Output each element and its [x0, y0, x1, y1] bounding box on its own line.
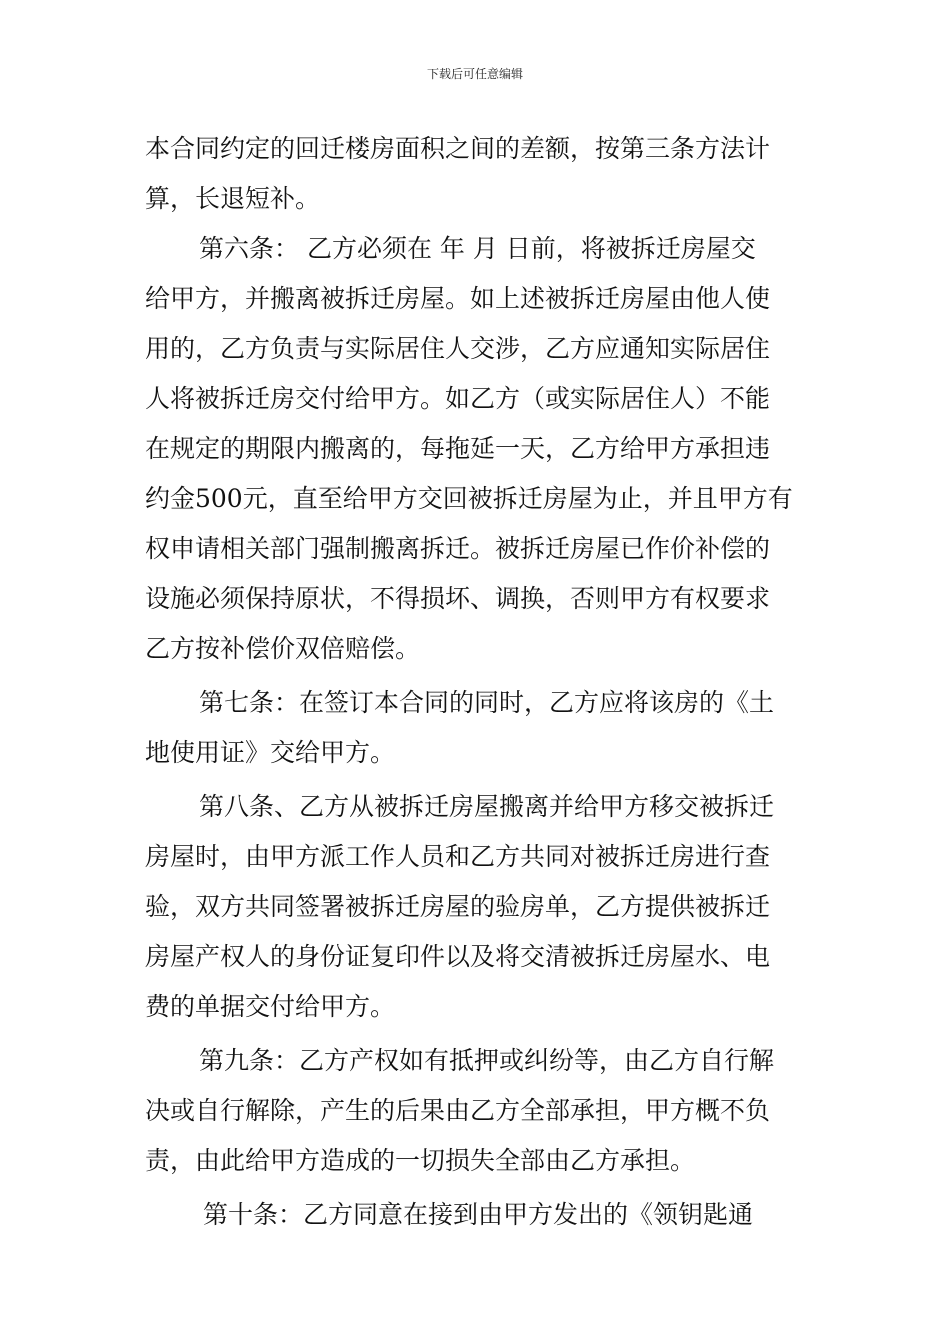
paragraph-article-9	[145, 1036, 811, 1186]
paragraph-area-difference	[145, 124, 811, 224]
paragraph-article-10	[145, 1190, 811, 1240]
text-line: 算，长退短补。	[145, 184, 321, 213]
text-line: 给甲方，并搬离被拆迁房屋。如上述被拆迁房屋由他人使	[145, 284, 771, 313]
text-line: 责，由此给甲方造成的一切损失全部由乙方承担。	[145, 1146, 696, 1175]
text-line: 验，双方共同签署被拆迁房屋的验房单，乙方提供被拆迁	[145, 892, 771, 921]
text-line: 地使用证》交给甲方。	[145, 738, 396, 767]
text-line: 第十条：乙方同意在接到由甲方发出的《领钥匙通	[203, 1200, 754, 1229]
text-line: 第六条： 乙方必须在 年 月 日前，将被拆迁房屋交	[199, 234, 756, 263]
paragraph-article-7	[145, 678, 811, 778]
paragraph-article-6	[145, 224, 811, 674]
text-line: 人将被拆迁房交付给甲方。如乙方（或实际居住人）不能	[145, 384, 771, 413]
paragraph-article-8	[145, 782, 811, 1032]
text-line: 费的单据交付给甲方。	[145, 992, 396, 1021]
text-line: 房屋时，由甲方派工作人员和乙方共同对被拆迁房进行查	[145, 842, 771, 871]
text-line: 房屋产权人的身份证复印件以及将交清被拆迁房屋水、电	[145, 942, 771, 971]
text-line: 第七条：在签订本合同的同时，乙方应将该房的《土	[199, 688, 775, 717]
text-line: 权申请相关部门强制搬离拆迁。被拆迁房屋已作价补偿的	[145, 534, 771, 563]
text-line: 决或自行解除，产生的后果由乙方全部承担，甲方概不负	[145, 1096, 771, 1125]
document-body	[145, 124, 811, 1240]
text-line: 乙方按补偿价双倍赔偿。	[145, 634, 421, 663]
text-line: 在规定的期限内搬离的，每拖延一天，乙方给甲方承担违	[145, 434, 771, 463]
text-line: 第九条：乙方产权如有抵押或纠纷等，由乙方自行解	[199, 1046, 775, 1075]
page-header: 下载后可任意编辑	[426, 67, 523, 81]
text-line: 本合同约定的回迁楼房面积之间的差额，按第三条方法计	[145, 134, 771, 163]
text-line: 用的，乙方负责与实际居住人交涉，乙方应通知实际居住	[145, 334, 771, 363]
text-line: 约金500元，直至给甲方交回被拆迁房屋为止，并且甲方有	[145, 484, 793, 513]
text-line: 第八条、乙方从被拆迁房屋搬离并给甲方移交被拆迁	[199, 792, 775, 821]
text-line: 设施必须保持原状，不得损坏、调换，否则甲方有权要求	[145, 584, 771, 613]
